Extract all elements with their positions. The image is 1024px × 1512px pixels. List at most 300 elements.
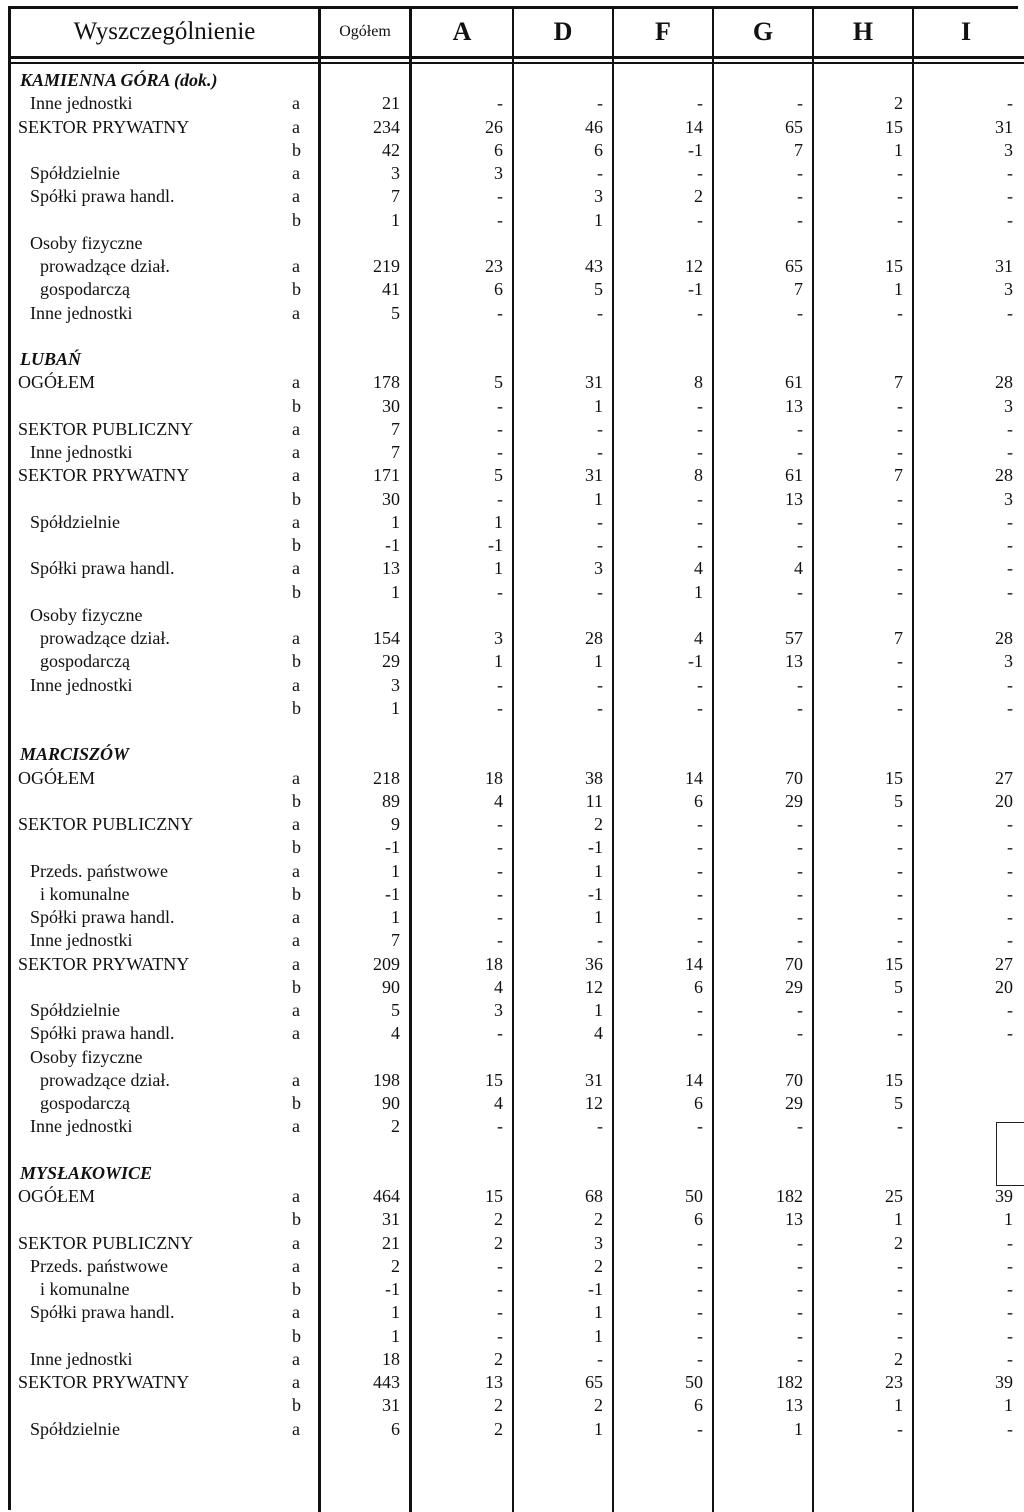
cell-value: - [797, 1000, 803, 1020]
cell-total: 219 [373, 256, 400, 276]
cell-value: - [697, 1116, 703, 1137]
row-variant: b [292, 395, 301, 416]
cell-total: 18 [382, 1348, 400, 1369]
cell-value: 5 [894, 976, 903, 997]
row-variant: a [292, 1348, 300, 1369]
cell-value: - [597, 674, 603, 695]
table-row [0, 790, 1024, 813]
table-row [0, 1046, 1024, 1069]
cell-value: - [797, 418, 803, 439]
table-row [0, 697, 1024, 720]
cell-value: 1 [594, 209, 603, 230]
cell-total: 4 [391, 1023, 400, 1044]
cell-total: 171 [373, 465, 400, 486]
row-label: gospodarczą [40, 279, 130, 300]
cell-value: 38 [585, 767, 603, 788]
cell-value: 28 [585, 628, 603, 648]
row-variant: a [292, 163, 300, 183]
cell-total: 31 [382, 1395, 400, 1416]
cell-value: 182 [776, 1186, 803, 1206]
cell-value: 13 [485, 1372, 503, 1392]
cell-value: - [797, 1302, 803, 1323]
cell-value: 3 [594, 558, 603, 579]
cell-value: 4 [594, 1023, 603, 1044]
row-variant: b [292, 1093, 301, 1113]
cell-value: 23 [885, 1372, 903, 1392]
cell-value: - [797, 674, 803, 695]
cell-value: - [897, 209, 903, 230]
cell-value: - [497, 1255, 503, 1276]
cell-value: - [897, 907, 903, 927]
row-label: Spółdzielnie [30, 163, 120, 183]
section-title: MARCISZÓW [20, 744, 130, 765]
cell-total: 1 [391, 697, 400, 718]
cell-value: 13 [785, 395, 803, 416]
cell-value: - [1007, 860, 1013, 881]
row-variant: a [292, 256, 300, 276]
row-variant: a [292, 1023, 300, 1044]
cell-value: - [1007, 1325, 1013, 1346]
header-letter: H [852, 17, 874, 46]
row-label: Przeds. państwowe [30, 1255, 168, 1276]
cell-value: - [797, 186, 803, 207]
cell-value: 6 [694, 790, 703, 811]
table-row [0, 185, 1024, 208]
cell-value: 2 [494, 1395, 503, 1416]
cell-total: 1 [391, 209, 400, 230]
cell-value: 27 [995, 953, 1013, 974]
table-row [0, 627, 1024, 650]
row-label: Spółdzielnie [30, 1418, 120, 1439]
row-variant: a [292, 1116, 300, 1137]
cell-value: 13 [785, 651, 803, 672]
row-variant: b [292, 883, 301, 904]
cell-value: - [497, 302, 503, 323]
cell-value: - [797, 1116, 803, 1137]
cell-value: - [497, 860, 503, 881]
cell-value: - [797, 163, 803, 183]
cell-value: 65 [785, 256, 803, 276]
cell-value: 5 [494, 372, 503, 393]
cell-value: - [797, 907, 803, 927]
cell-total: 1 [391, 860, 400, 881]
table-row [0, 162, 1024, 185]
row-label: SEKTOR PUBLICZNY [18, 1232, 194, 1253]
cell-value: 61 [785, 465, 803, 486]
table-row [0, 976, 1024, 999]
cell-value: 4 [794, 558, 803, 579]
cell-total: 1 [391, 1325, 400, 1346]
cell-value: 6 [694, 1395, 703, 1416]
cell-value: - [897, 581, 903, 602]
row-label: OGÓŁEM [18, 1186, 95, 1206]
cell-value: - [797, 860, 803, 881]
cell-value: - [897, 674, 903, 695]
cell-value: 2 [694, 186, 703, 207]
cell-value: - [597, 418, 603, 439]
cell-value: - [897, 1023, 903, 1044]
cell-value: 28 [995, 628, 1013, 648]
cell-value: - [497, 930, 503, 951]
cell-value: 3 [594, 1232, 603, 1253]
row-variant: a [292, 1069, 300, 1090]
cell-value: 4 [494, 790, 503, 811]
cell-value: 3 [1004, 395, 1013, 416]
cell-value: 1 [594, 1302, 603, 1323]
cell-value: 31 [585, 1069, 603, 1090]
cell-value: 23 [485, 256, 503, 276]
cell-value: - [497, 1116, 503, 1137]
table-row [0, 906, 1024, 929]
cell-value: 31 [995, 116, 1013, 137]
cell-value: - [1007, 186, 1013, 207]
cell-value: 1 [594, 860, 603, 881]
row-label: Inne jednostki [30, 1116, 133, 1137]
cell-total: 9 [391, 814, 400, 834]
cell-value: - [897, 1000, 903, 1020]
cell-value: 28 [995, 372, 1013, 393]
row-variant: a [292, 442, 300, 462]
cell-value: - [1007, 1279, 1013, 1299]
section-row [0, 743, 1024, 766]
cell-value: - [697, 860, 703, 881]
row-label: Inne jednostki [30, 93, 133, 114]
cell-value: 2 [894, 1348, 903, 1369]
cell-value: 1 [894, 139, 903, 160]
cell-value: 4 [494, 1093, 503, 1113]
cell-value: 6 [694, 1209, 703, 1230]
table-row [0, 139, 1024, 162]
cell-value: 50 [685, 1186, 703, 1206]
cell-value: 8 [694, 465, 703, 486]
row-variant: a [292, 558, 300, 579]
row-variant: b [292, 837, 301, 858]
cell-value: - [1007, 837, 1013, 858]
cell-value: - [597, 442, 603, 462]
row-variant: b [292, 976, 301, 997]
cell-value: 2 [594, 1209, 603, 1230]
header-column-i [914, 10, 1018, 54]
cell-value: 14 [685, 116, 703, 137]
table-row [0, 1022, 1024, 1045]
cell-value: 1 [794, 1418, 803, 1439]
table-row [0, 999, 1024, 1022]
cell-value: - [897, 1279, 903, 1299]
cell-value: - [1007, 697, 1013, 718]
cell-value: - [597, 93, 603, 114]
cell-total: 90 [382, 1093, 400, 1113]
table-row [0, 813, 1024, 836]
cell-value: 6 [694, 976, 703, 997]
row-variant: b [292, 488, 301, 509]
cell-value: 1 [694, 581, 703, 602]
row-variant: b [292, 1325, 301, 1346]
cell-total: 30 [382, 488, 400, 509]
cell-value: - [797, 883, 803, 904]
cell-value: - [897, 814, 903, 834]
row-label: SEKTOR PRYWATNY [18, 953, 190, 974]
cell-value: 29 [785, 790, 803, 811]
header-total-text: Ogółem [339, 23, 391, 40]
table-row [0, 511, 1024, 534]
row-variant: b [292, 790, 301, 811]
cell-value: 7 [894, 628, 903, 648]
cell-value: - [697, 814, 703, 834]
cell-value: 15 [885, 1069, 903, 1090]
cell-total: -1 [385, 837, 400, 858]
row-label: Spółdzielnie [30, 511, 120, 532]
cell-value: 39 [995, 1372, 1013, 1392]
cell-value: - [697, 511, 703, 532]
cell-value: 1 [894, 1395, 903, 1416]
cell-value: 14 [685, 1069, 703, 1090]
cell-value: 3 [494, 1000, 503, 1020]
cell-total: 21 [382, 1232, 400, 1253]
cell-value: - [697, 674, 703, 695]
cell-value: - [697, 697, 703, 718]
cell-value: 4 [494, 976, 503, 997]
cell-total: 198 [373, 1069, 400, 1090]
cell-value: - [1007, 1302, 1013, 1323]
cell-value: - [697, 1023, 703, 1044]
cell-value: - [497, 581, 503, 602]
row-label: OGÓŁEM [18, 372, 95, 393]
cell-value: 2 [494, 1232, 503, 1253]
cell-value: 4 [694, 628, 703, 648]
cell-value: 43 [585, 256, 603, 276]
cell-value: - [697, 302, 703, 323]
cell-value: - [897, 697, 903, 718]
row-label: Osoby fizyczne [30, 232, 143, 253]
cell-value: 1 [594, 907, 603, 927]
cell-value: - [497, 209, 503, 230]
cell-value: 7 [794, 279, 803, 300]
cell-value: - [1007, 674, 1013, 695]
row-variant: b [292, 1209, 301, 1230]
cell-value: - [497, 488, 503, 509]
cell-value: 1 [594, 1418, 603, 1439]
row-label: SEKTOR PRYWATNY [18, 465, 190, 486]
table-row [0, 604, 1024, 627]
cell-value: - [797, 814, 803, 834]
row-variant: a [292, 1372, 300, 1392]
header-column-h [814, 10, 912, 54]
table-row [0, 767, 1024, 790]
cell-value: 3 [1004, 651, 1013, 672]
cell-value: 12 [585, 976, 603, 997]
cell-value: - [597, 302, 603, 323]
cell-value: - [897, 558, 903, 579]
cell-value: 70 [785, 767, 803, 788]
cell-value: 1 [494, 558, 503, 579]
row-variant: b [292, 535, 301, 555]
cell-total: 3 [391, 674, 400, 695]
cell-value: - [597, 535, 603, 555]
cell-value: - [897, 1325, 903, 1346]
cell-value: 36 [585, 953, 603, 974]
row-variant: b [292, 1395, 301, 1416]
cell-value: 1 [494, 511, 503, 532]
cell-value: - [897, 651, 903, 672]
row-variant: b [292, 697, 301, 718]
cell-value: - [897, 1116, 903, 1137]
table-row [0, 418, 1024, 441]
row-label: Osoby fizyczne [30, 1046, 143, 1067]
row-label: Spółki prawa handl. [30, 1302, 175, 1323]
cell-value: 31 [585, 372, 603, 393]
cell-value: 2 [894, 93, 903, 114]
cell-value: 15 [885, 256, 903, 276]
row-variant: b [292, 651, 301, 672]
table-row [0, 278, 1024, 301]
cell-value: 2 [594, 1395, 603, 1416]
row-label: Spółdzielnie [30, 1000, 120, 1020]
cell-value: - [597, 1348, 603, 1369]
cell-value: - [497, 418, 503, 439]
cell-value: 3 [594, 186, 603, 207]
cell-value: - [597, 163, 603, 183]
cell-value: - [1007, 1023, 1013, 1044]
cell-value: - [897, 186, 903, 207]
cell-value: - [697, 488, 703, 509]
cell-value: -1 [688, 139, 703, 160]
cell-value: 4 [694, 558, 703, 579]
table-row [0, 302, 1024, 325]
cell-value: - [697, 418, 703, 439]
cell-value: 1 [594, 1325, 603, 1346]
cell-value: - [897, 1255, 903, 1276]
cell-value: - [497, 186, 503, 207]
cell-value: 6 [494, 279, 503, 300]
cell-value: - [497, 697, 503, 718]
cell-value: 2 [494, 1209, 503, 1230]
header-column-a [412, 10, 512, 54]
cell-value: 182 [776, 1372, 803, 1392]
cell-value: - [897, 1302, 903, 1323]
table-row [0, 1069, 1024, 1092]
cell-value: - [797, 930, 803, 951]
section-title: KAMIENNA GÓRA (dok.) [20, 70, 218, 90]
row-variant: a [292, 1186, 300, 1206]
cell-value: 15 [885, 767, 903, 788]
cell-value: - [797, 581, 803, 602]
cell-total: 13 [382, 558, 400, 579]
cell-value: - [897, 930, 903, 951]
cell-value: - [497, 1325, 503, 1346]
row-variant: a [292, 465, 300, 486]
row-label: gospodarczą [40, 1093, 130, 1113]
header-letter: G [752, 17, 774, 46]
row-variant: b [292, 1279, 301, 1299]
cell-value: - [797, 511, 803, 532]
cell-value: 13 [785, 488, 803, 509]
cell-value: - [797, 93, 803, 114]
cell-value: - [697, 1279, 703, 1299]
cell-value: - [497, 93, 503, 114]
cell-value: 14 [685, 767, 703, 788]
cell-value: - [797, 837, 803, 858]
header-column-d [514, 10, 612, 54]
cell-value: - [1007, 163, 1013, 183]
cell-value: 46 [585, 116, 603, 137]
table-row [0, 1115, 1024, 1138]
cell-total: 2 [391, 1116, 400, 1137]
cell-value: 3 [1004, 488, 1013, 509]
cell-value: - [797, 1023, 803, 1044]
cell-value: - [697, 209, 703, 230]
row-variant: b [292, 279, 301, 300]
cell-value: 15 [485, 1186, 503, 1206]
row-variant: a [292, 93, 300, 114]
table-row [0, 209, 1024, 232]
table-row [0, 1092, 1024, 1115]
cell-value: -1 [688, 279, 703, 300]
cell-value: 31 [585, 465, 603, 486]
cell-value: 2 [594, 1255, 603, 1276]
cell-value: - [797, 302, 803, 323]
cell-value: 1 [594, 651, 603, 672]
cell-total: 7 [391, 418, 400, 439]
section-row [0, 69, 1024, 92]
header-column-f [614, 10, 712, 54]
cell-value: - [1007, 302, 1013, 323]
row-label: Spółki prawa handl. [30, 186, 175, 207]
row-variant: a [292, 1418, 300, 1439]
cell-value: -1 [588, 883, 603, 904]
cell-value: - [597, 511, 603, 532]
cell-value: 18 [485, 953, 503, 974]
cell-value: - [897, 488, 903, 509]
row-label: prowadzące dział. [40, 256, 170, 276]
cell-value: 68 [585, 1186, 603, 1206]
cell-value: 2 [494, 1418, 503, 1439]
cell-total: 89 [382, 790, 400, 811]
cell-value: 1 [494, 651, 503, 672]
cell-value: 1 [894, 1209, 903, 1230]
cell-value: - [497, 395, 503, 416]
cell-value: - [797, 1348, 803, 1369]
row-variant: a [292, 814, 300, 834]
header-rule [8, 62, 1024, 64]
cell-value: - [897, 883, 903, 904]
cell-value: - [897, 511, 903, 532]
cell-value: - [1007, 907, 1013, 927]
header-rule [8, 56, 1024, 59]
table-row [0, 441, 1024, 464]
row-variant: a [292, 418, 300, 439]
cell-total: 3 [391, 163, 400, 183]
cell-value: - [497, 674, 503, 695]
cell-total: -1 [385, 883, 400, 904]
cell-value: -1 [588, 1279, 603, 1299]
cell-total: 5 [391, 302, 400, 323]
table-row [0, 1232, 1024, 1255]
header-letter: A [452, 17, 472, 46]
cell-total: 209 [373, 953, 400, 974]
cell-value: - [797, 1232, 803, 1253]
cell-value: - [697, 1348, 703, 1369]
table-row [0, 1185, 1024, 1208]
cell-value: - [1007, 442, 1013, 462]
cell-value: - [697, 1325, 703, 1346]
table-row [0, 1301, 1024, 1324]
table-row [0, 255, 1024, 278]
cell-value: - [797, 535, 803, 555]
cell-value: 65 [785, 116, 803, 137]
row-label: Inne jednostki [30, 1348, 133, 1369]
row-label: Przeds. państwowe [30, 860, 168, 881]
cell-value: - [497, 814, 503, 834]
